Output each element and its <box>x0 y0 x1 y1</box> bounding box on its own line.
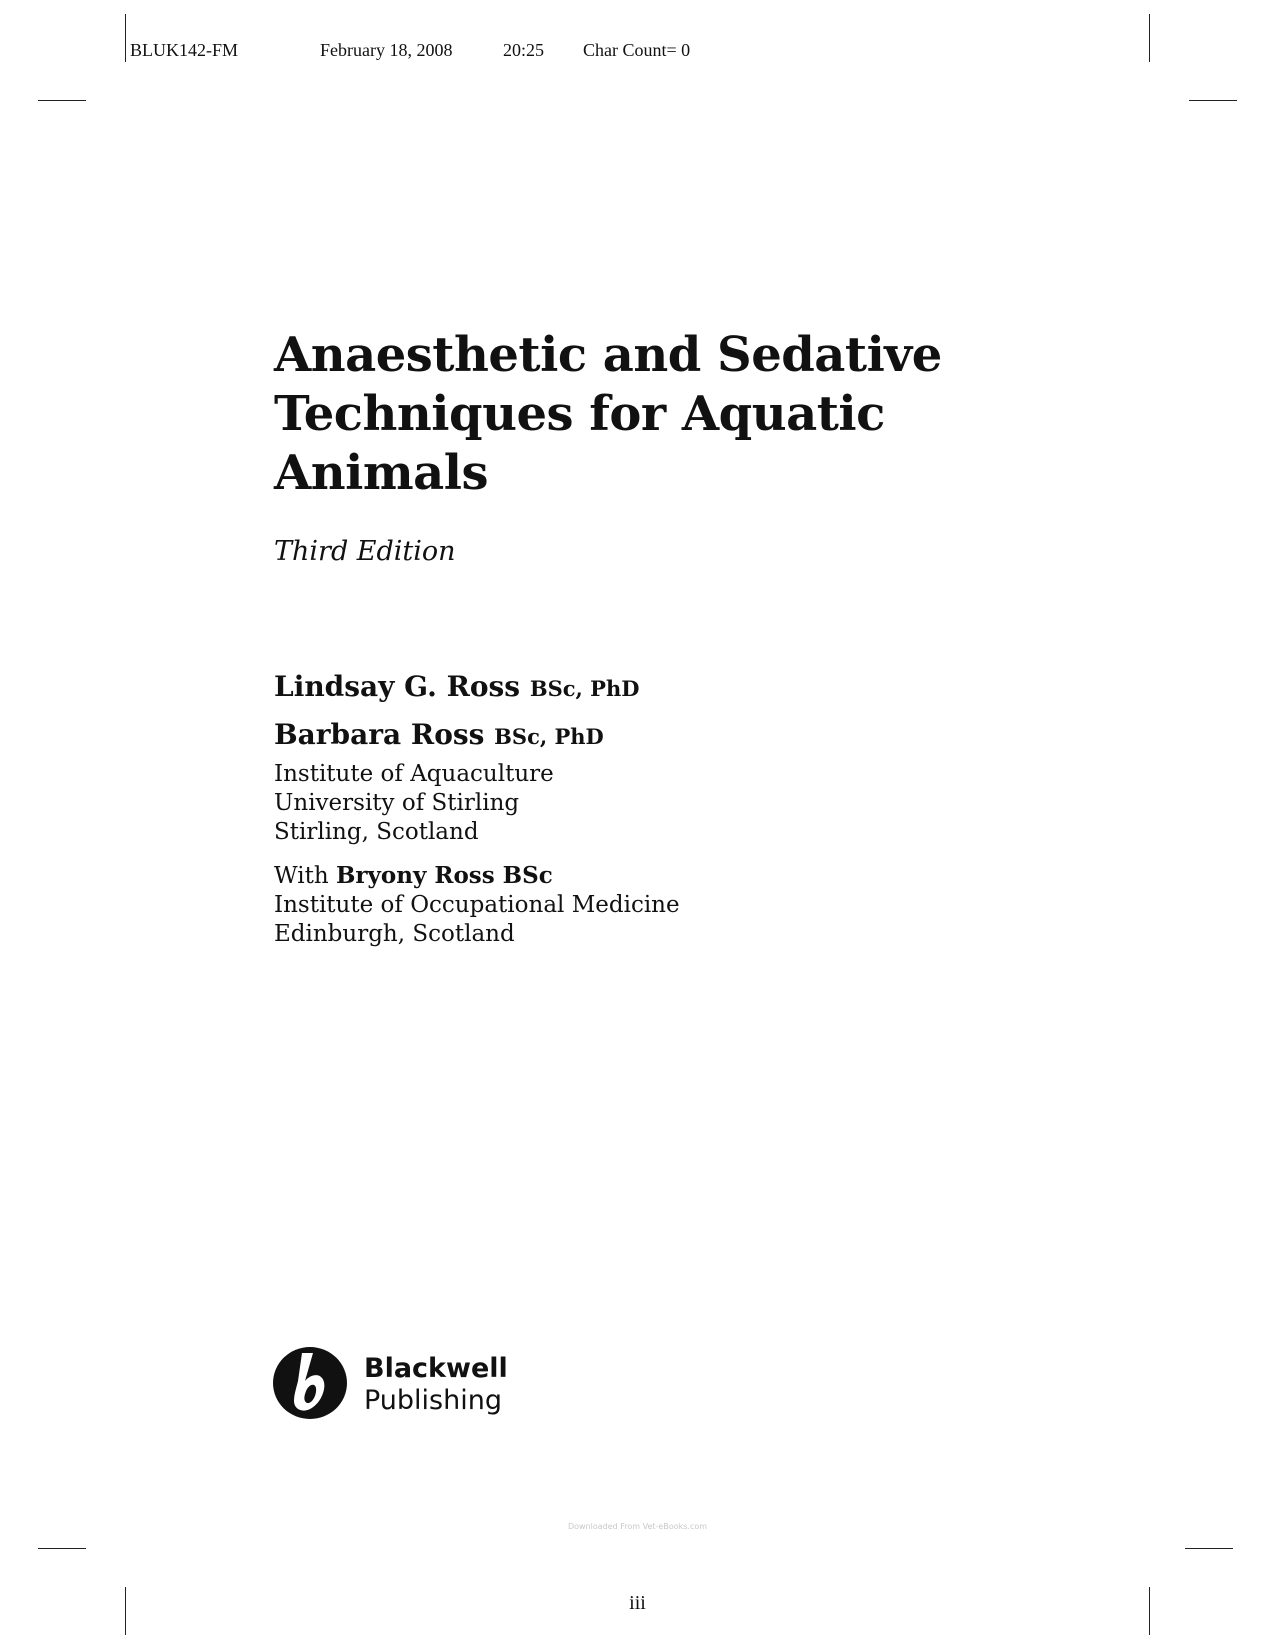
crop-mark-top-right-horizontal <box>1189 100 1237 101</box>
crop-mark-bottom-right-vertical <box>1149 1587 1150 1635</box>
contributor-affiliation-line-2: Edinburgh, Scotland <box>274 921 515 947</box>
affiliation-line-1: Institute of Aquaculture <box>274 761 554 787</box>
blackwell-logo-icon <box>272 1345 348 1421</box>
crop-mark-bottom-left-vertical <box>125 1587 126 1635</box>
book-title <box>274 326 1034 503</box>
edition: Third Edition <box>274 536 456 567</box>
publisher-name-line-1: Blackwell <box>364 1353 508 1384</box>
crop-mark-top-left-horizontal <box>38 100 86 101</box>
crop-mark-top-left-vertical <box>125 14 126 62</box>
authors-block <box>274 664 680 949</box>
author-2-credentials: BSc, PhD <box>494 724 604 749</box>
author-1-name: Lindsay G. Ross <box>274 670 521 703</box>
slug-date: February 18, 2008 <box>320 40 453 60</box>
author-2-name: Barbara Ross <box>274 718 485 751</box>
crop-mark-bottom-right-horizontal <box>1185 1548 1233 1549</box>
contributor-prefix: With <box>274 863 329 889</box>
author-2 <box>274 712 680 760</box>
crop-mark-bottom-left-horizontal <box>38 1548 86 1549</box>
affiliation-block <box>274 760 680 847</box>
page-number: iii <box>629 1592 646 1614</box>
contributor-affiliation-line-1: Institute of Occupational Medicine <box>274 892 680 918</box>
book-title-line-2: Techniques for Aquatic <box>274 386 885 442</box>
publisher-name-line-2: Publishing <box>364 1385 502 1416</box>
slug-time: 20:25 <box>503 40 545 60</box>
publisher-logo <box>272 1345 512 1425</box>
affiliation-line-2: University of Stirling <box>274 790 520 816</box>
watermark: Downloaded From Vet-eBooks.com <box>567 1522 708 1531</box>
book-title-line-3: Animals <box>274 445 489 501</box>
slug-char-count: Char Count= 0 <box>583 40 691 60</box>
author-1 <box>274 664 680 712</box>
contributor-line <box>274 861 680 891</box>
contributor-block <box>274 861 680 949</box>
affiliation-line-3: Stirling, Scotland <box>274 819 479 845</box>
author-1-credentials: BSc, PhD <box>529 676 640 701</box>
slug-code: BLUK142-FM <box>130 40 239 60</box>
contributor-name: Bryony Ross BSc <box>335 862 553 889</box>
crop-mark-top-right-vertical <box>1149 14 1150 62</box>
book-title-line-1: Anaesthetic and Sedative <box>274 327 942 383</box>
publisher-name <box>364 1353 508 1417</box>
